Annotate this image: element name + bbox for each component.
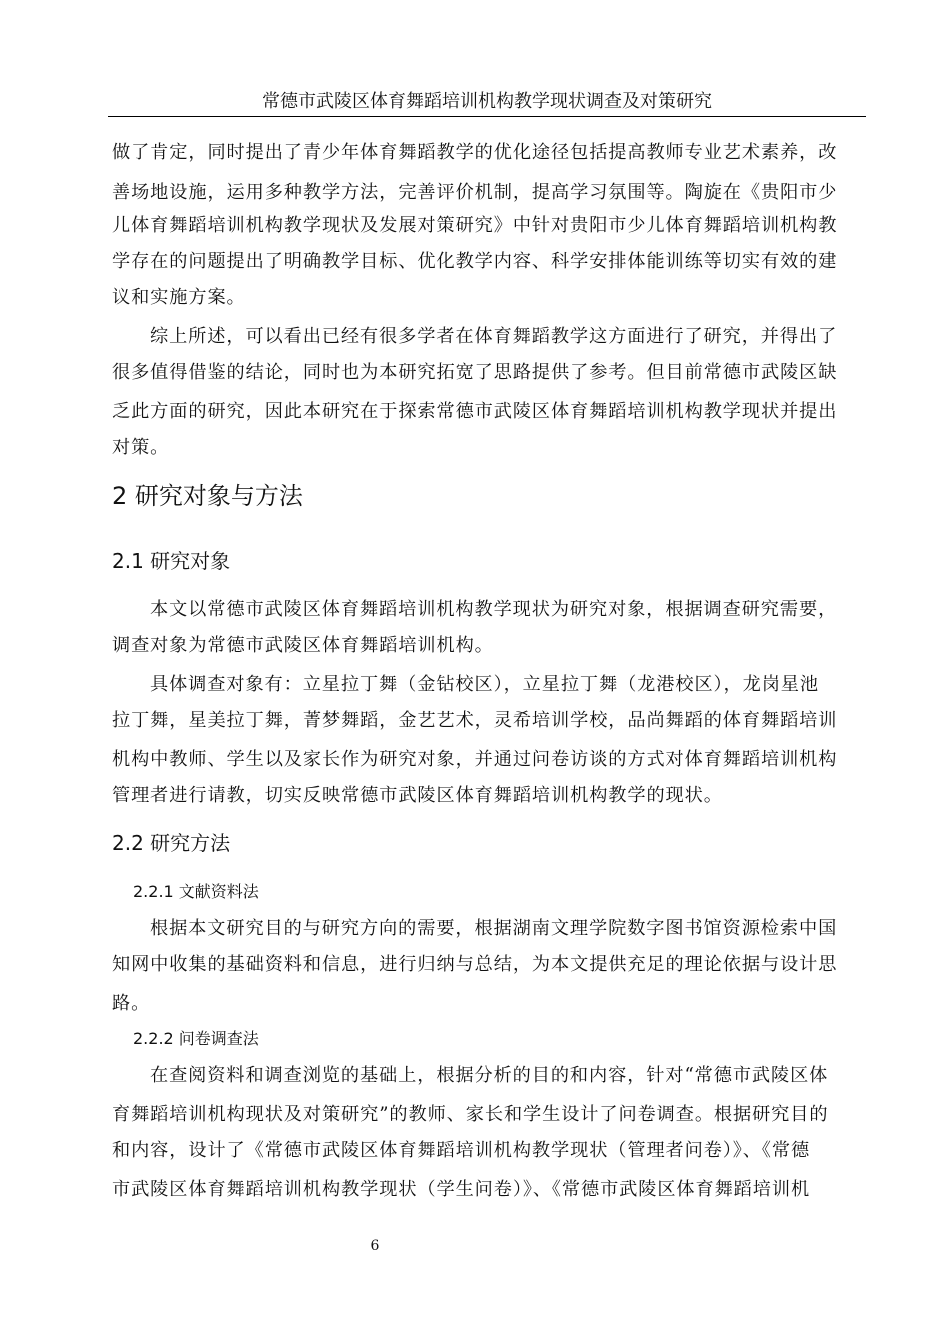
body-text-line: 很多值得借鉴的结论，同时也为本研究拓宽了思路提供了参考。但目前常德市武陵区缺 (112, 362, 838, 383)
body-text-line: 本文以常德市武陵区体育舞蹈培训机构教学现状为研究对象，根据调查研究需要， (150, 599, 838, 620)
body-text-line: 知网中收集的基础资料和信息，进行归纳与总结，为本文提供充足的理论依据与设计思 (112, 954, 838, 975)
body-text-line: 在查阅资料和调查浏览的基础上，根据分析的目的和内容，针对“常德市武陵区体 (150, 1065, 829, 1086)
subsubsection-heading: 2.2.1 文献资料法 (133, 882, 259, 901)
body-text-line: 儿体育舞蹈培训机构教学现状及发展对策研究》中针对贵阳市少儿体育舞蹈培训机构教 (112, 215, 838, 236)
body-text-line: 做了肯定，同时提出了青少年体育舞蹈教学的优化途径包括提高教师专业艺术素养，改 (112, 142, 838, 163)
body-text-line: 路。 (112, 993, 151, 1014)
body-text-line: 调查对象为常德市武陵区体育舞蹈培训机构。 (112, 635, 494, 656)
body-text-line: 拉丁舞，星美拉丁舞，菁梦舞蹈，金艺艺术，灵希培训学校，品尚舞蹈的体育舞蹈培训 (112, 710, 838, 731)
header-divider (108, 116, 866, 117)
body-text-line: 和内容，设计了《常德市武陵区体育舞蹈培训机构教学现状（管理者问卷）》、《常德 (112, 1140, 811, 1161)
body-text-line: 对策。 (112, 437, 170, 458)
body-text-line: 根据本文研究目的与研究方向的需要，根据湖南文理学院数字图书馆资源检索中国 (150, 918, 838, 939)
body-text-line: 管理者进行请教，切实反映常德市武陵区体育舞蹈培训机构教学的现状。 (112, 785, 723, 806)
subsection-heading: 2.1 研究对象 (112, 549, 231, 573)
section-heading: 2 研究对象与方法 (112, 482, 303, 510)
running-header: 常德市武陵区体育舞蹈培训机构教学现状调查及对策研究 (262, 91, 712, 112)
body-text-line: 乏此方面的研究，因此本研究在于探索常德市武陵区体育舞蹈培训机构教学现状并提出 (112, 401, 838, 422)
body-text-line: 学存在的问题提出了明确教学目标、优化教学内容、科学安排体能训练等切实有效的建 (112, 251, 838, 272)
body-text-line: 具体调查对象有：立星拉丁舞（金钻校区），立星拉丁舞（龙港校区），龙岗星池 (150, 674, 819, 695)
body-text-line: 市武陵区体育舞蹈培训机构教学现状（学生问卷）》、《常德市武陵区体育舞蹈培训机 (112, 1179, 811, 1200)
body-text-line: 综上所述，可以看出已经有很多学者在体育舞蹈教学这方面进行了研究，并得出了 (150, 326, 838, 347)
body-text-line: 育舞蹈培训机构现状及对策研究”的教师、家长和学生设计了问卷调查。根据研究目的 (112, 1104, 829, 1125)
page-number: 6 (370, 1238, 380, 1254)
subsubsection-heading: 2.2.2 问卷调查法 (133, 1029, 259, 1048)
body-text-line: 议和实施方案。 (112, 287, 246, 308)
body-text-line: 机构中教师、学生以及家长作为研究对象，并通过问卷访谈的方式对体育舞蹈培训机构 (112, 749, 838, 770)
body-text-line: 善场地设施，运用多种教学方法，完善评价机制，提高学习氛围等。陶旋在《贵阳市少 (112, 182, 838, 203)
subsection-heading: 2.2 研究方法 (112, 831, 231, 855)
